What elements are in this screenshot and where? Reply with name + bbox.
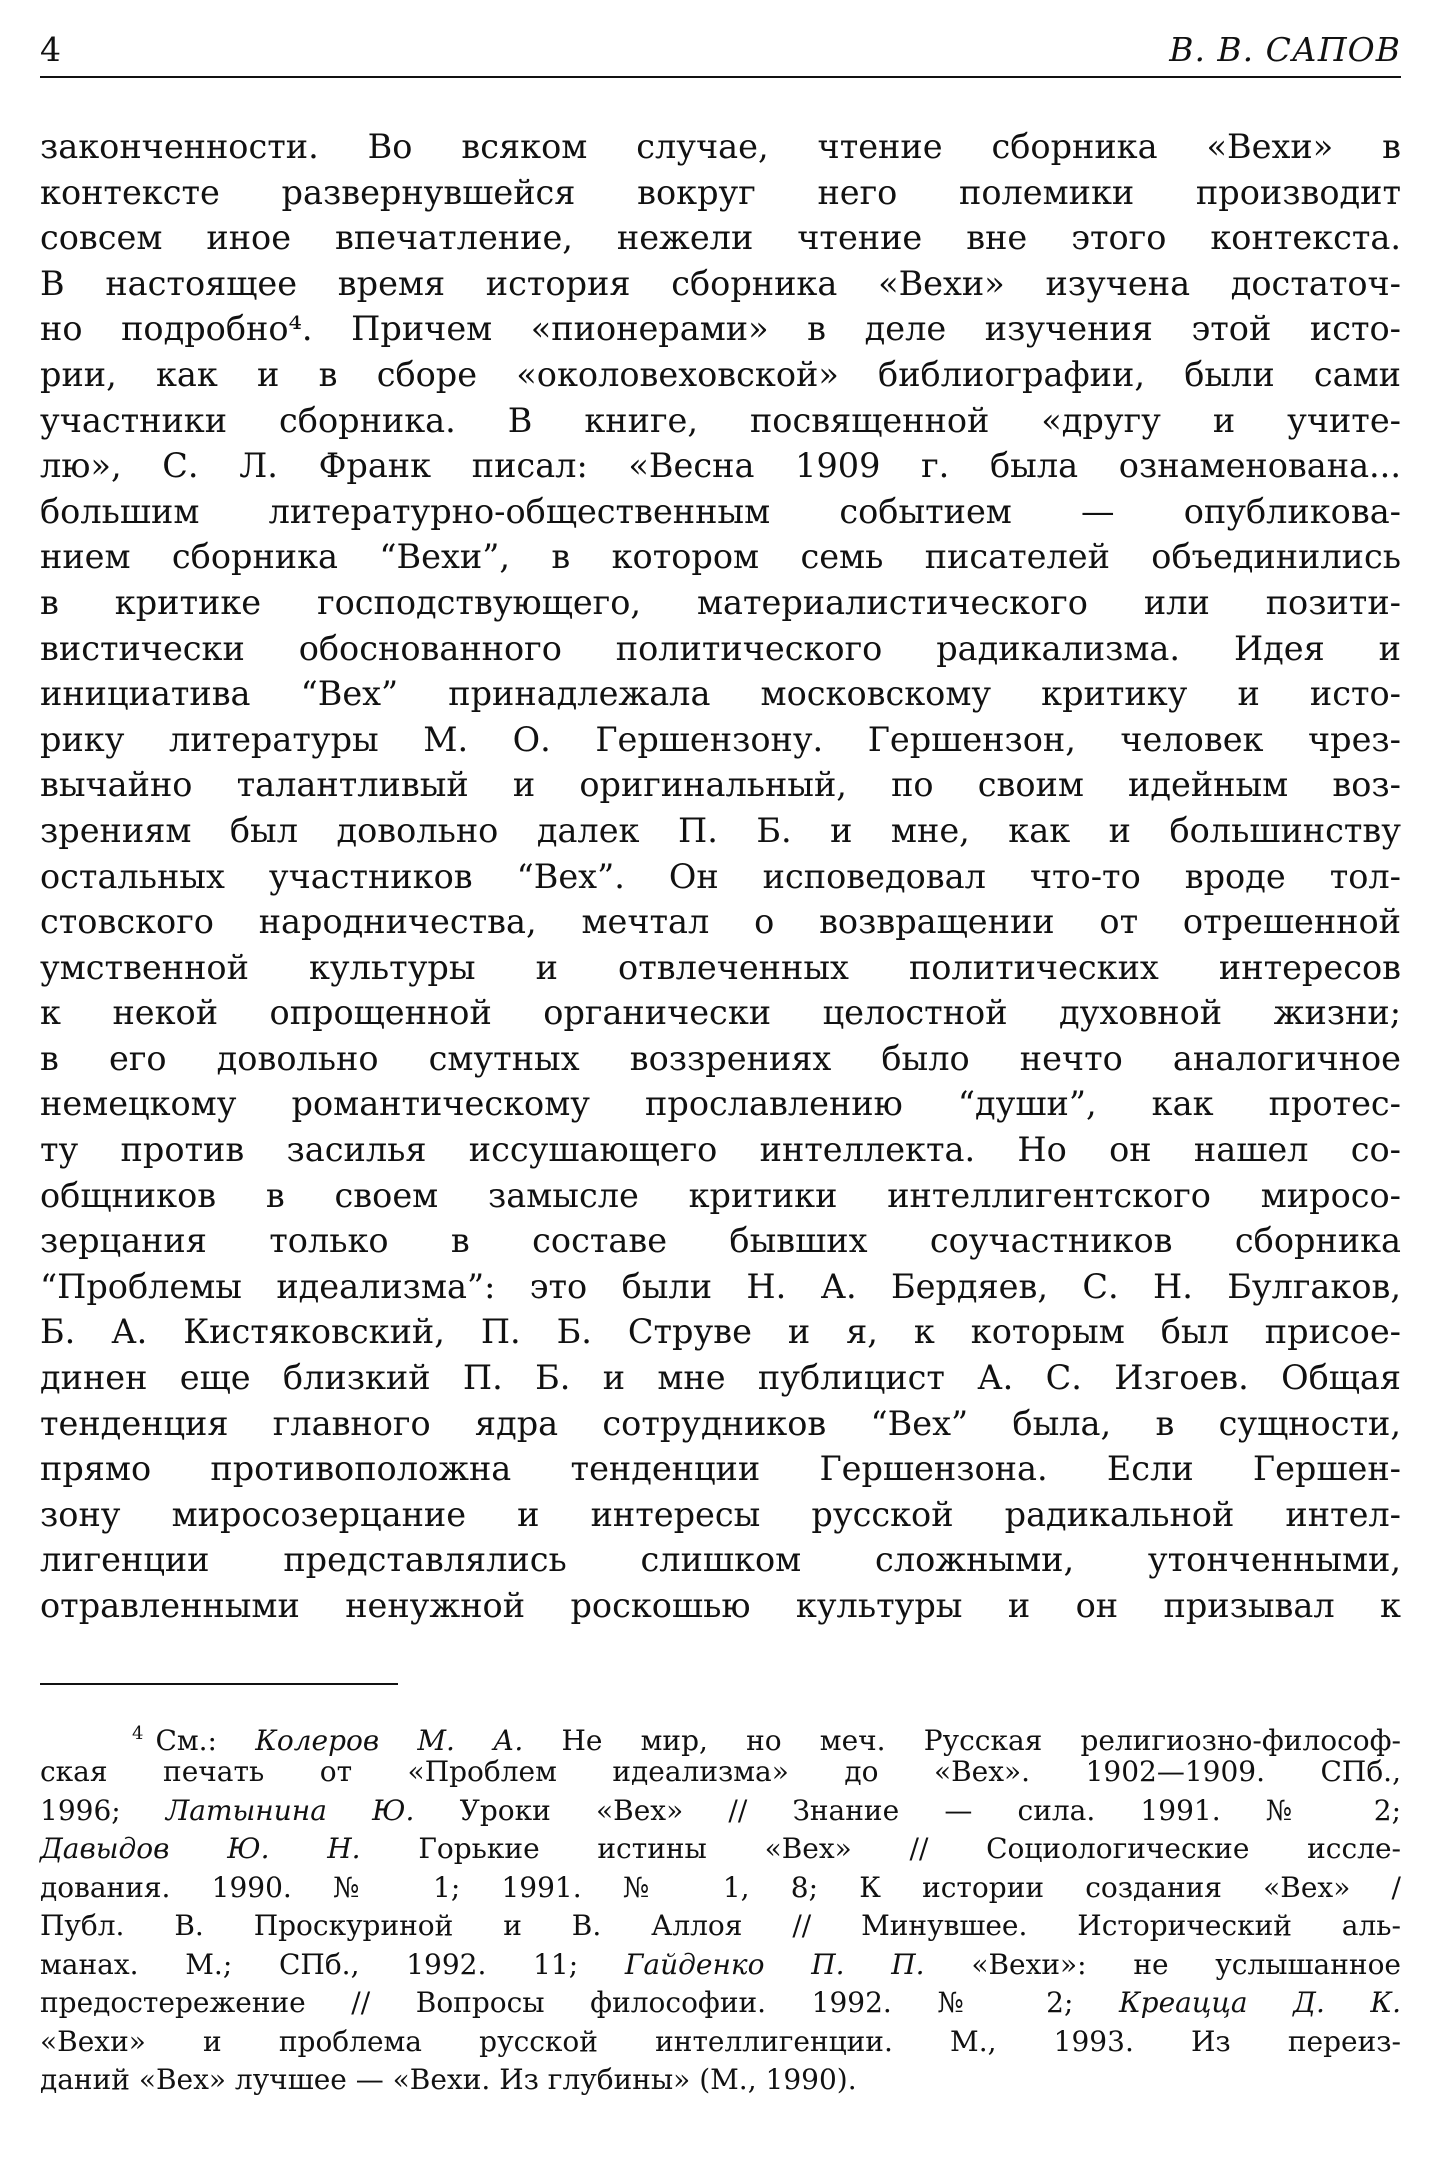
body-line: остальных участников “Вех”. Он исповедовал что-то вроде тол- [40,856,1401,896]
body-line: зрениям был довольно далек П. Б. и мне, как и большинству [40,810,1401,850]
body-line: зону миросозерцание и интересы русской радикальной интел- [40,1494,1401,1534]
body-line: рии, как и в сборе «околовеховской» библиографии, были сами [40,354,1401,394]
book-page [40,30,1401,2100]
body-line: лигенции представлялись слишком сложными, утонченными, [40,1540,1401,1580]
body-line: к некой опрощенной органически целостной духовной жизни; [40,993,1401,1033]
body-line: совсем иное впечатление, нежели чтение вне этого контекста. [40,218,1401,258]
body-line: ту против засилья иссушающего интеллекта. Но он нашел со- [40,1130,1401,1170]
body-line: рику литературы М. О. Гершензону. Гершензон, человек чрез- [40,719,1401,759]
page-number: 4 [40,30,61,69]
footnote-line: предостережение // Вопросы философии. 1992. № 2; Креацца Д. К. [40,1986,1401,2020]
body-line: инициатива “Вех” принадлежала московскому критику и исто- [40,674,1401,714]
footnote-line: даний «Вех» лучшее — «Вехи. Из глубины» (М., 1990). [40,2063,857,2097]
footnote-marker: 4 [132,1722,144,1744]
body-line: немецкому романтическому прославлению “души”, как протес- [40,1084,1401,1124]
body-line: умственной культуры и отвлеченных политических интересов [40,947,1401,987]
body-line: Б. А. Кистяковский, П. Б. Струве и я, к которым был присое- [40,1312,1401,1352]
body-line: отравленными ненужной роскошью культуры и он призывал к [40,1586,1401,1625]
footnote-line: ская печать от «Проблем идеализма» до «Вех». 1902—1909. СПб., [40,1755,1401,1789]
footnote-line: $^4$ См.: Колеров М. А. Не мир, но меч. Русская религиозно-философ- [132,1722,1402,1757]
footnote-line: 1996; Латынина Ю. Уроки «Вех» // Знание — сила. 1991. № 2; [40,1793,1402,1827]
body-line: в критике господствующего, материалистического или позити- [40,582,1401,622]
body-line: В настоящее время история сборника «Вехи» изучена достаточ- [40,263,1401,303]
body-line: вычайно талантливый и оригинальный, по своим идейным воз- [40,765,1401,805]
body-line: “Проблемы идеализма”: это были Н. А. Бердяев, С. Н. Булгаков, [40,1266,1401,1306]
running-header-author: В. В. САПОВ [1169,30,1401,69]
body-line: нием сборника “Вехи”, в котором семь писателей объединились [40,537,1401,577]
footnote-line: Публ. В. Проскуриной и В. Аллоя // Минувшее. Исторический аль- [40,1909,1401,1943]
footnote-line: «Вехи» и проблема русской интеллигенции. М., 1993. Из переиз- [40,2024,1401,2058]
footnote-line: манах. М.; СПб., 1992. 11; Гайденко П. П. «Вехи»: не услышанное [40,1947,1402,1981]
running-header [40,30,1401,78]
body-line: законченности. Во всяком случае, чтение сборника «Вехи» в [40,127,1401,166]
body-line: зерцания только в составе бывших соучастников сборника [40,1221,1401,1261]
body-line: общников в своем замысле критики интеллигентского миросо- [40,1175,1401,1215]
footnote-line: дования. 1990. № 1; 1991. № 1, 8; К истории создания «Вех» / [40,1870,1401,1904]
body-line: в его довольно смутных воззрениях было нечто аналогичное [40,1038,1401,1078]
body-line: динен еще близкий П. Б. и мне публицист А. С. Изгоев. Общая [40,1358,1401,1398]
body-line: стовского народничества, мечтал о возвращении от отрешенной [40,902,1401,942]
body-line: большим литературно-общественным событием — опубликова- [40,491,1401,531]
body-line: лю», С. Л. Франк писал: «Весна 1909 г. была ознаменована... [40,446,1401,486]
body-line: вистически обоснованного политического радикализма. Идея и [40,628,1401,668]
body-line: контексте развернувшейся вокруг него полемики производит [40,172,1401,212]
body-line: но подробно⁴. Причем «пионерами» в деле изучения этой исто- [40,309,1401,349]
body-line: участники сборника. В книге, посвященной «другу и учите- [40,400,1401,440]
footnote-divider [40,1683,398,1685]
body-line: тенденция главного ядра сотрудников “Вех” была, в сущности, [40,1403,1401,1443]
footnote-line: Давыдов Ю. Н. Горькие истины «Вех» // Социологические иссле- [40,1832,1401,1866]
body-text [40,124,1401,1629]
footnote [40,1715,1401,2100]
body-line: прямо противоположна тенденции Гершензона. Если Гершен- [40,1449,1401,1489]
